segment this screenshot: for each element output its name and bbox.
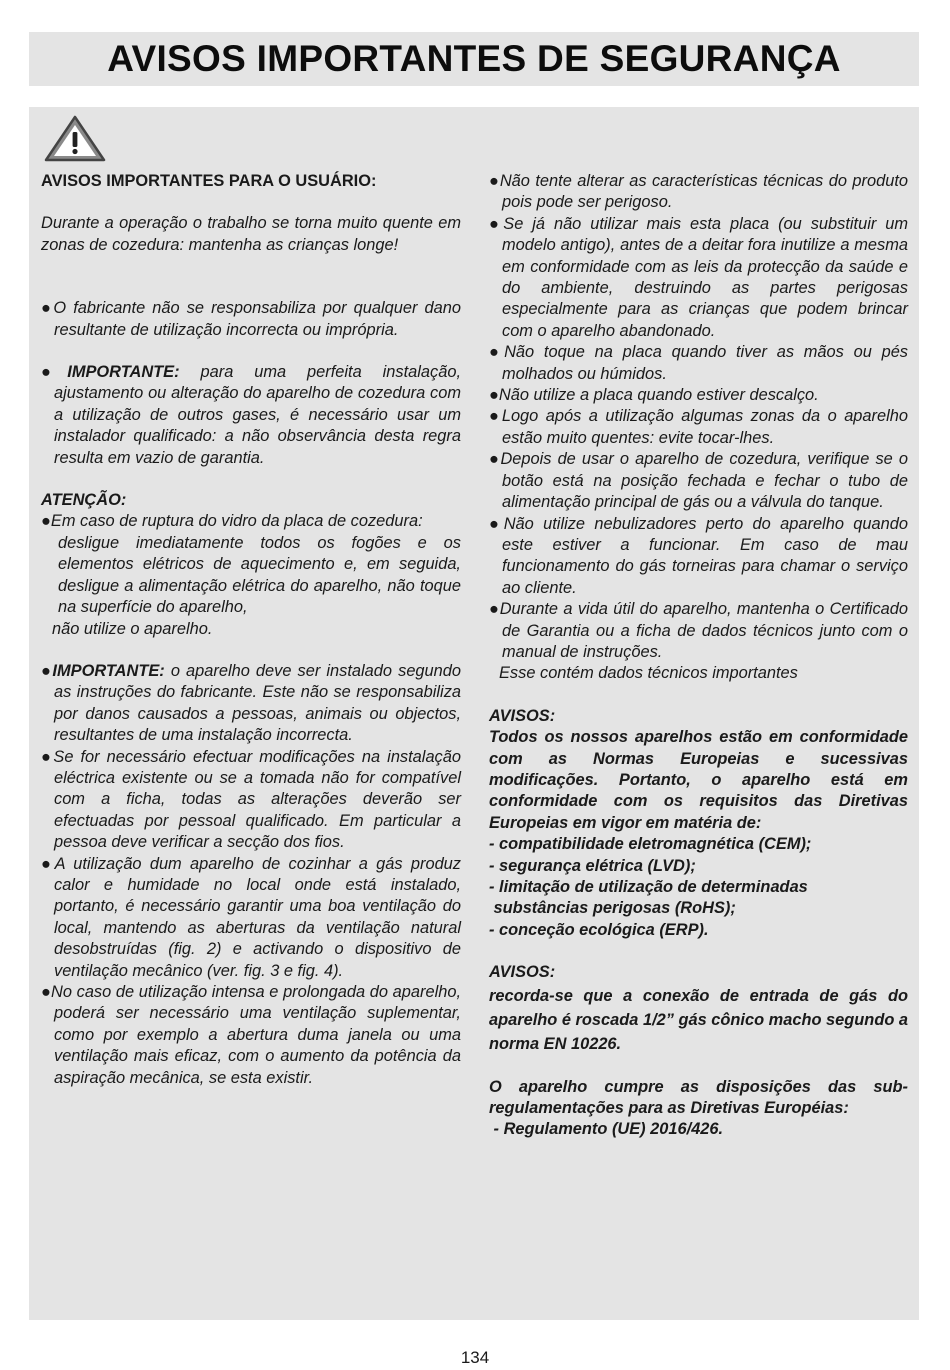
bullet-wet-hands: ●Não toque na placa quando tiver as mãos ou pés molhados ou húmidos. — [489, 343, 908, 383]
directive-item: - segurança elétrica (LVD); — [489, 856, 696, 875]
bullet-manufacturer-liability: ●O fabricante não se responsabiliza por qualquer dano resultante de utilização incorrecta ou imprópria. — [41, 299, 461, 339]
directive-item: - compatibilidade eletromagnética (CEM); — [489, 835, 812, 854]
bullet-intense-use: ●No caso de utilização intensa e prolongada do aparelho, poderá ser necessário uma ventilação suplementar, como por exemplo a abertura duma janela ou uma ventilação mais eficaz, com o aumento da potência da aspiração mecânica, se esta existir. — [41, 983, 461, 1087]
important-text: para uma perfeita instalação, ajustamento ou alteração do aparelho de cozedura com a utilização de outros gases, é necessário usar um instalador qualificado: a não observância desta regra resulta em vazio de garantia. — [54, 363, 462, 467]
regulation-item: - Regulamento (UE) 2016/426. — [489, 1120, 724, 1139]
bullet-glass-rupture: ●Em caso de ruptura do vidro da placa de cozedura: — [41, 512, 423, 531]
warning-triangle-icon — [43, 112, 107, 164]
bullet-disposal: ●Se já não utilizar mais esta placa (ou substituir um modelo antigo), antes de a deitar fora inutilize a mesma em conformidade com as leis da protecção da saúde e do ambiente, destruindo as partes perigosas especialmente para as crianças que podem brincar com o aparelho abandonado. — [489, 214, 908, 340]
bullet-important-installation — [41, 362, 461, 469]
important-label-2: ●IMPORTANTE: — [41, 661, 165, 680]
gas-connection-text: recorda-se que a conexão de entrada de gás do aparelho é roscada 1/2” gás cônico macho segundo a norma EN 10226. — [489, 986, 909, 1053]
intro-text: Durante a operação o trabalho se torna muito quente em zonas de cozedura: mantenha as crianças longe! — [41, 214, 461, 254]
bullet-nebulizers: ●Não utilize nebulizadores perto do aparelho quando este estiver a funcionar. Em caso de mau funcionamento do gás torneiras para chamar o serviço ao cliente. — [489, 514, 908, 597]
bullet-important-manufacturer — [41, 661, 461, 747]
attention-heading: ATENÇÃO: — [41, 491, 127, 510]
title-bar — [29, 32, 919, 86]
directives-list — [489, 834, 908, 941]
bullet-after-use: ●Depois de usar o aparelho de cozedura, verifique se o botão está na posição fechada e fechar o tubo de alimentação principal de gás ou a válvula do tanque. — [489, 450, 908, 512]
compliance-text: Todos os nossos aparelhos estão em conformidade com as Normas Europeias e sucessivas modificações. Portanto, o aparelho está em conformidade com os requisitos das Diretivas Europeias em vigor em matéria de: — [489, 728, 908, 832]
directive-item: - limitação de utilização de determinadas — [489, 878, 808, 896]
directive-item: substâncias perigosas (RoHS); — [489, 899, 736, 918]
right-column — [489, 171, 908, 1141]
avisos-heading-1: AVISOS: — [489, 706, 556, 725]
page-title: AVISOS IMPORTANTES DE SEGURANÇA — [107, 38, 841, 79]
page-number: 134 — [460, 1348, 490, 1367]
content-panel — [29, 107, 919, 1320]
avisos-heading-2: AVISOS: — [489, 963, 556, 982]
glass-rupture-instructions: desligue imediatamente todos os fogões e os elementos elétricos de aquecimento e, em seguida, desligue a alimentação elétrica do aparelho, não toque na superfície do aparelho, — [58, 533, 461, 617]
user-warnings-heading: AVISOS IMPORTANTES PARA O USUÁRIO: — [41, 172, 377, 190]
bullet-hot-zones: ●Logo após a utilização algumas zonas da o aparelho estão muito quentes: evite tocar-lhes. — [489, 407, 908, 447]
bullet-electrical-modifications: ●Se for necessário efectuar modificações na instalação eléctrica existente ou se a tomada não for compatível com a ficha, todas as alterações deverão ser efectuadas por pessoal qualificado. Em particular a pessoa deve verificar a secção dos fios. — [41, 747, 461, 852]
bullet-ventilation: ●A utilização dum aparelho de cozinhar a gás produz calor e humidade no local onde está instalado, portanto, é necessário garantir uma boa ventilação do local, mantendo as aberturas da ventilação natural desobstruídas (fig. 2) e activando o dispositivo de ventilação mecânico (ver. fig. 3 e fig. 4). — [41, 854, 461, 980]
important-label: ●IMPORTANTE: — [41, 363, 180, 382]
directive-item: - conceção ecológica (ERP). — [489, 920, 709, 939]
warranty-last-line: Esse contém dados técnicos importantes — [499, 664, 798, 683]
bullet-barefoot: ●Não utilize a placa quando estiver descalço. — [489, 386, 819, 405]
important-text-2: o aparelho deve ser instalado segundo as instruções do fabricante. Este não se responsabiliza por danos causados a pessoas, animais ou objectos, resultantes de uma instalação incorrecta. — [54, 661, 462, 745]
bullet-no-alter: ●Não tente alterar as características técnicas do produto pois pode ser perigoso. — [489, 172, 908, 212]
regulation-text: O aparelho cumpre as disposições das sub-regulamentações para as Diretivas Européias: — [489, 1077, 908, 1118]
glass-rupture-last-line: não utilize o aparelho. — [52, 619, 213, 638]
left-column — [41, 171, 461, 1089]
bullet-warranty: ●Durante a vida útil do aparelho, mantenha o Certificado de Garantia ou a ficha de dados técnicos junto com o manual de instruções. — [489, 600, 908, 661]
